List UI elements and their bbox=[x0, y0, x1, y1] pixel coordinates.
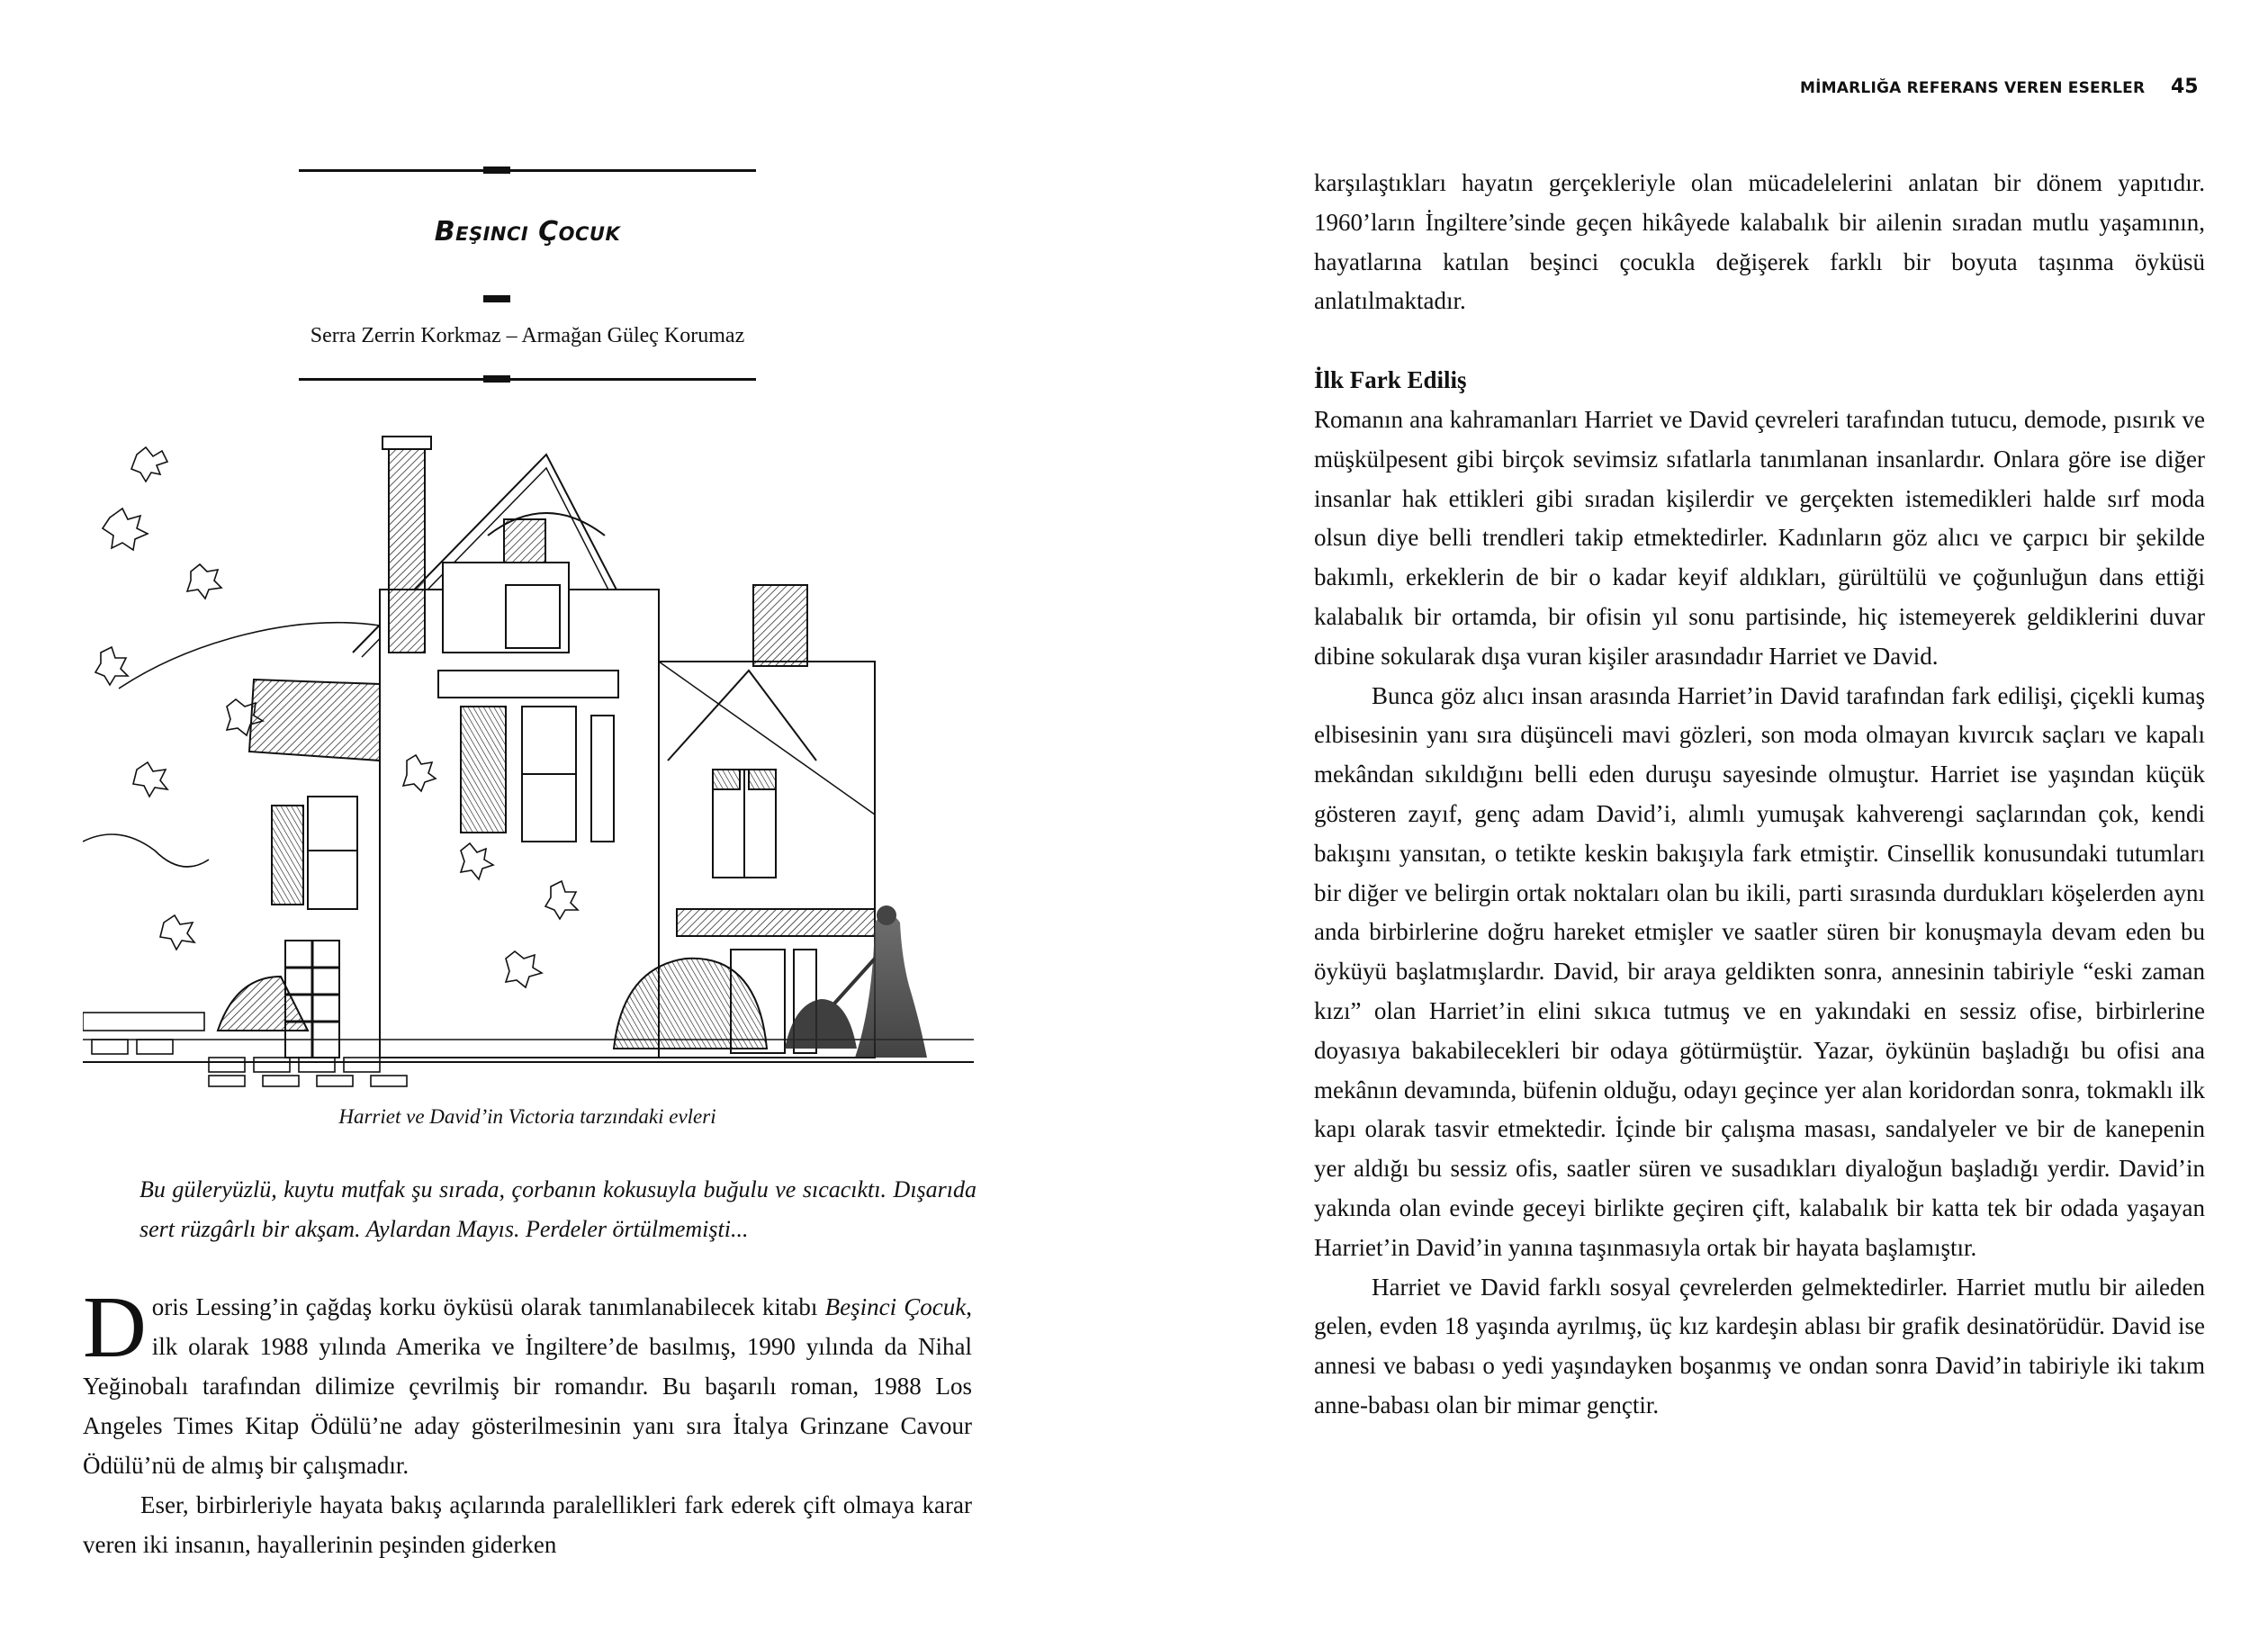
victorian-house-illustration bbox=[83, 419, 974, 1089]
ornamental-rule-bottom bbox=[299, 378, 756, 381]
running-head: MİMARLIĞA REFERANS VEREN ESERLER bbox=[1800, 79, 2146, 97]
figure-caption: Harriet ve David’in Victoria tarzındaki evleri bbox=[338, 1105, 716, 1128]
right-body-text bbox=[1314, 164, 2205, 1426]
chapter-authors: Serra Zerrin Korkmaz – Armağan Güleç Korumaz bbox=[310, 324, 745, 347]
text-run: oris Lessing’in çağdaş korku öyküsü olarak tanımlanabilecek kitabı bbox=[151, 1293, 825, 1320]
drop-cap: D bbox=[83, 1279, 147, 1376]
chimney-left bbox=[389, 446, 425, 653]
text-run: , ilk olarak 1988 yılında Amerika ve İngiltere’de basılmış, 1990 yılında da Nihal Yeğinobalı tarafından dilimize çevrilmiş bir romandır. Bu başarılı roman, 1988 Los Angeles Times Kitap Ödülü’ne aday gösterilmesinin yanı sıra İtalya Grinzane Cavour Ödülü’nü de almış bir çalışmadır. bbox=[83, 1293, 972, 1479]
paragraph: Romanın ana kahramanları Harriet ve David çevreleri tarafından tutucu, demode, pısırık ve müşkülpesent gibi birçok sevimsiz sıfatlarla tanımlanan insanlardır. Onlara göre ise diğer insanlar hak ettikleri gibi sıradan kişilerdir ve gerçekten istemedikleri halde sırf moda olsun diye belli trendleri takip etmektedirler. Kadınların göz alıcı ve çarpıcı bir şekilde bakımlı, erkeklerin de bir o kadar keyif aldıkları, gürültülü ve çoğunluğun dans ettiği kalabalık bir ortamda, bir ofisin yıl sonu partisinde, hiç istemeyerek geldiklerini duvar dibine sokularak dışa vuran kişiler arasındadır Harriet ve David. bbox=[1314, 405, 2205, 670]
paragraph: Eser, birbirleriyle hayata bakış açılarında paralellikleri fark ederek çift olmaya karar veren iki insanın, hayallerinin peşinden giderken bbox=[83, 1491, 972, 1558]
section-heading: İlk Fark Ediliş bbox=[1314, 366, 1467, 394]
paragraph: Bunca göz alıcı insan arasında Harriet’in David tarafından fark edilişi, çiçekli kumaş elbisesinin yanı sıra düşünceli mavi gözleri, son moda olmayan kıvırcık saçları ve kapalı mekândan sıkıldığını belli eden duruşu sayesinde olmuştur. Harriet ise yaşından küçük gösteren zayıf, genç adam David’i, alımlı yumuşak kahverengi saçlarından çok, kendi bakışını yansıtan, o tetikte keskin bakışıyla fark etmiştir. Cinsellik konusundaki tutumları bir diğer ve belirgin ortak noktaları olan bu ikili, parti sırasında durdukları köşelerden aynı anda birbirlerine doğru hareket etmişler ve saatler süren bir konuşmayla devam eden bu öyküyü başlatmışlardır. David, bir araya geldikten sonra, annesinin tabiriyle “eski zaman kızı” olan Harriet’in elini sıkıca tutmuş ve en yakındaki en sessiz ofise, birbirlerine doyasıya bakabilecekleri bir odaya götürmüştür. Yazar, öykünün başladığı bu ofisi ana mekânın devamında, büfenin olduğu, odayı geçince yer alan koridordan sonra, tokmaklı ilk kapı olarak tasvir etmektedir. İçinde bir çalışma masası, sandalyeler ve bir de kanepenin yer aldığı bu sessiz ofis, saatler süren ve susadıkları diyaloğun başladığı yerdir. David’in yakında olan evinde geceyi birlikte geçiren çift, kalabalık bir katta tek bir odada yaşayan Harriet’in David’in yanına taşınmasıyla ortak bir hayata başlamıştır. bbox=[1314, 681, 2205, 1261]
chapter-title: Beşinci Çocuk bbox=[434, 216, 621, 248]
paragraph: karşılaştıkları hayatın gerçekleriyle olan mücadelelerini anlatan bir dönem yapıtıdır. 1960’ların İngiltere’sinde geçen hikâyede kalabalık bir ailenin sıradan mutlu yaşamının, hayatlarına katılan beşinci çocukla değişerek farklı bir boyuta taşınma öyküsü anlatılmaktadır. bbox=[1314, 169, 2205, 315]
paragraph: Harriet ve David farklı sosyal çevrelerden gelmektedirler. Harriet mutlu bir aileden gelen, evden 18 yaşında ayrılmış, üç kız kardeşin ablası bir grafik desinatörüdür. David ise annesi ve babası o yedi yaşındayken boşanmış ve ondan sonra David’in tabiriyle iki takım anne-babası olan bir mimar gençtir. bbox=[1314, 1273, 2205, 1418]
rule-knob bbox=[483, 167, 510, 174]
epigraph-quote: Bu güleryüzlü, kuytu mutfak şu sırada, çorbanın kokusuyla buğulu ve sıcacıktı. Dışarıda sert rüzgârlı bir akşam. Aylardan Mayıs. Perdeler örtülmemişti... bbox=[140, 1176, 976, 1242]
page-number: 45 bbox=[2171, 76, 2199, 98]
title-separator-dash bbox=[483, 295, 510, 302]
book-title-italic: Beşinci Çocuk bbox=[824, 1293, 967, 1320]
ornamental-rule-top bbox=[299, 169, 756, 172]
left-body-text bbox=[83, 1279, 972, 1564]
rule-knob bbox=[483, 375, 510, 383]
chimney-right bbox=[753, 585, 807, 666]
paragraph bbox=[83, 1279, 972, 1485]
